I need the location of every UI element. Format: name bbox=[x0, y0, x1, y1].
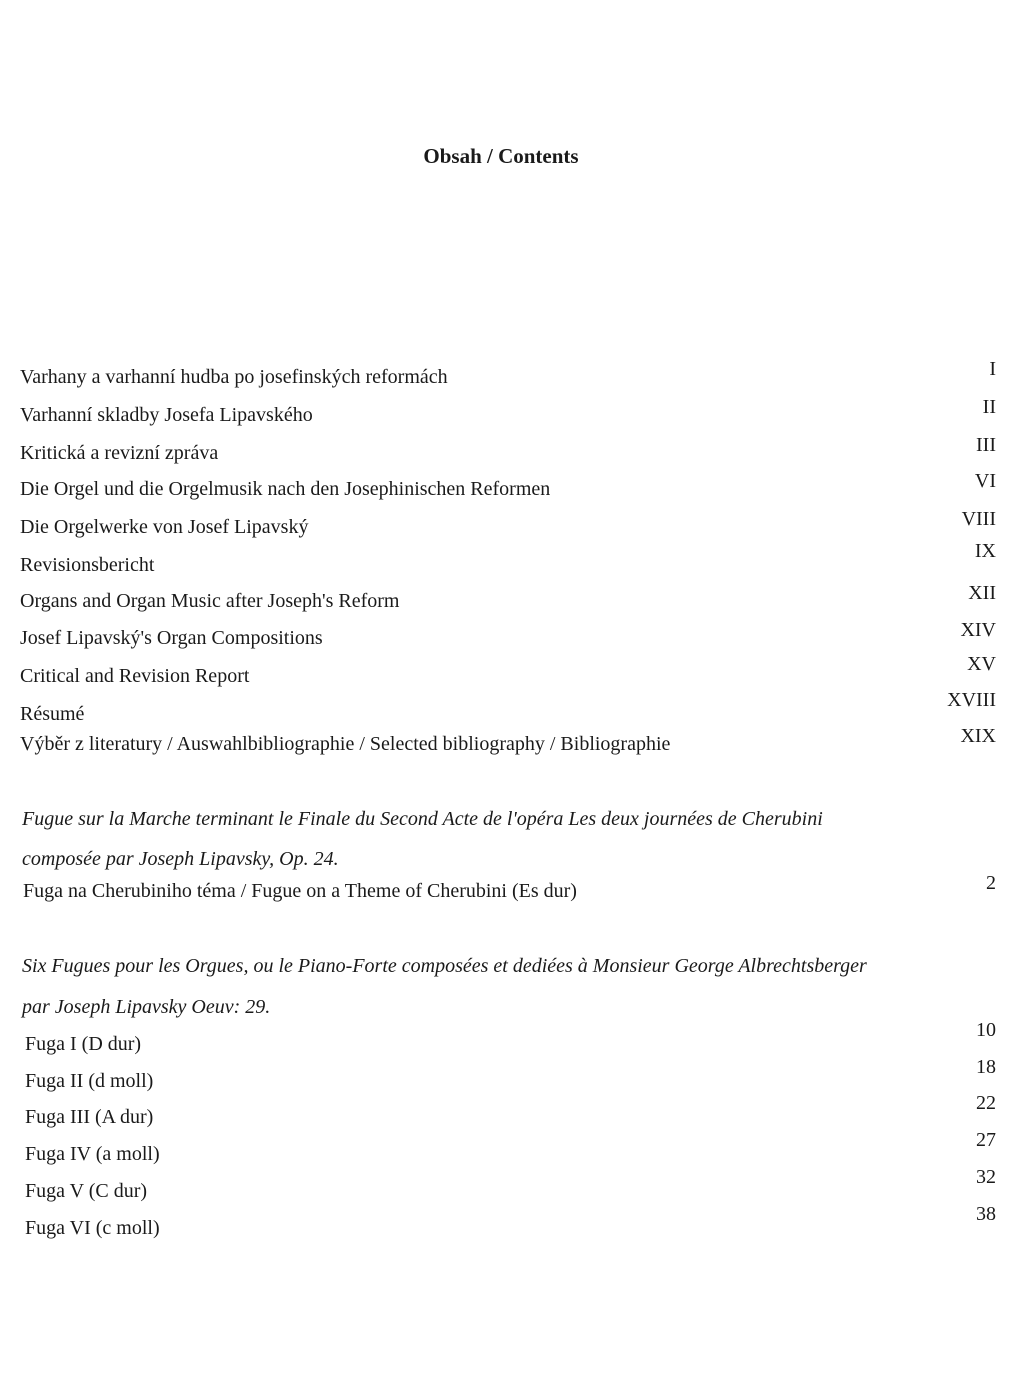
toc-entry-label: Josef Lipavský's Organ Compositions bbox=[20, 627, 323, 649]
section-heading-line: composée par Joseph Lipavsky, Op. 24. bbox=[22, 848, 339, 870]
toc-entry[interactable] bbox=[0, 872, 1024, 910]
toc-entry-label: Fuga III (A dur) bbox=[25, 1106, 154, 1128]
toc-entry-label: Revisionsbericht bbox=[20, 554, 155, 576]
toc-entry[interactable] bbox=[0, 508, 1024, 546]
toc-entry-page: 2 bbox=[986, 872, 996, 894]
toc-entry-label: Die Orgelwerke von Josef Lipavský bbox=[20, 516, 309, 538]
toc-entry-label: Varhanní skladby Josefa Lipavského bbox=[20, 404, 313, 426]
toc-entry-page: IX bbox=[974, 540, 996, 562]
toc-entry-page: VI bbox=[974, 470, 996, 492]
toc-entry[interactable] bbox=[0, 725, 1024, 763]
toc-entry-label: Die Orgel und die Orgelmusik nach den Josephinischen Reformen bbox=[20, 478, 551, 500]
toc-entry-label: Fuga IV (a moll) bbox=[25, 1143, 160, 1165]
toc-entry[interactable] bbox=[0, 396, 1024, 434]
toc-entry[interactable] bbox=[0, 653, 1024, 695]
toc-entry-label: Critical and Revision Report bbox=[20, 665, 250, 687]
toc-entry[interactable] bbox=[0, 1092, 1024, 1136]
toc-entry[interactable] bbox=[0, 1203, 1024, 1247]
toc-entry-page: 32 bbox=[976, 1166, 996, 1188]
toc-entry[interactable] bbox=[0, 619, 1024, 657]
toc-entry-page: XVIII bbox=[947, 689, 996, 711]
toc-entry-label: Résumé bbox=[20, 703, 85, 725]
toc-entry-page: 27 bbox=[976, 1129, 996, 1151]
toc-entry-label: Fuga I (D dur) bbox=[25, 1033, 142, 1055]
toc-entry[interactable] bbox=[0, 470, 1024, 508]
toc-entry-page: XIV bbox=[960, 619, 996, 641]
toc-entry-label: Fuga II (d moll) bbox=[25, 1070, 154, 1092]
toc-entry-page: 38 bbox=[976, 1203, 996, 1225]
toc-entry[interactable] bbox=[0, 582, 1024, 620]
toc-entry-label: Organs and Organ Music after Joseph's Reform bbox=[20, 590, 400, 612]
toc-entry-page: VIII bbox=[961, 508, 996, 530]
section-heading-line: Six Fugues pour les Orgues, ou le Piano-Forte composées et dediées à Monsieur George Albrechtsberger bbox=[22, 955, 867, 977]
toc-entry-page: XII bbox=[968, 582, 996, 604]
toc-entry-page: III bbox=[976, 434, 996, 456]
toc-entry[interactable] bbox=[0, 540, 1024, 584]
section-heading-line: Fugue sur la Marche terminant le Finale du Second Acte de l'opéra Les deux journées de Cherubini bbox=[22, 808, 823, 830]
toc-entry-label: Fuga na Cherubiniho téma / Fugue on a Theme of Cherubini (Es dur) bbox=[23, 880, 577, 902]
toc-entry[interactable] bbox=[0, 434, 1024, 472]
section-heading-line: par Joseph Lipavsky Oeuv: 29. bbox=[22, 996, 271, 1018]
toc-entry[interactable] bbox=[0, 1129, 1024, 1173]
page-title: Obsah / Contents bbox=[423, 144, 579, 168]
toc-entry-page: XV bbox=[967, 653, 996, 675]
toc-entry[interactable] bbox=[0, 689, 1024, 733]
toc-entry-page: XIX bbox=[960, 725, 996, 747]
toc-entry[interactable] bbox=[0, 1056, 1024, 1100]
toc-entry-label: Výběr z literatury / Auswahlbibliographie / Selected bibliography / Bibliographie bbox=[20, 733, 671, 755]
toc-entry-label: Fuga VI (c moll) bbox=[25, 1217, 160, 1239]
toc-entry-label: Fuga V (C dur) bbox=[25, 1180, 148, 1202]
toc-entry-page: II bbox=[982, 396, 996, 418]
toc-entry-label: Kritická a revizní zpráva bbox=[20, 442, 219, 464]
toc-entry-label: Varhany a varhanní hudba po josefinských reformách bbox=[20, 366, 448, 388]
toc-entry[interactable] bbox=[0, 1019, 1024, 1063]
toc-entry-page: 22 bbox=[976, 1092, 996, 1114]
toc-entry[interactable] bbox=[0, 1166, 1024, 1210]
toc-entry[interactable] bbox=[0, 358, 1024, 396]
toc-entry-page: 10 bbox=[976, 1019, 996, 1041]
toc-entry-page: 18 bbox=[976, 1056, 996, 1078]
toc-entry-page: I bbox=[989, 358, 996, 380]
